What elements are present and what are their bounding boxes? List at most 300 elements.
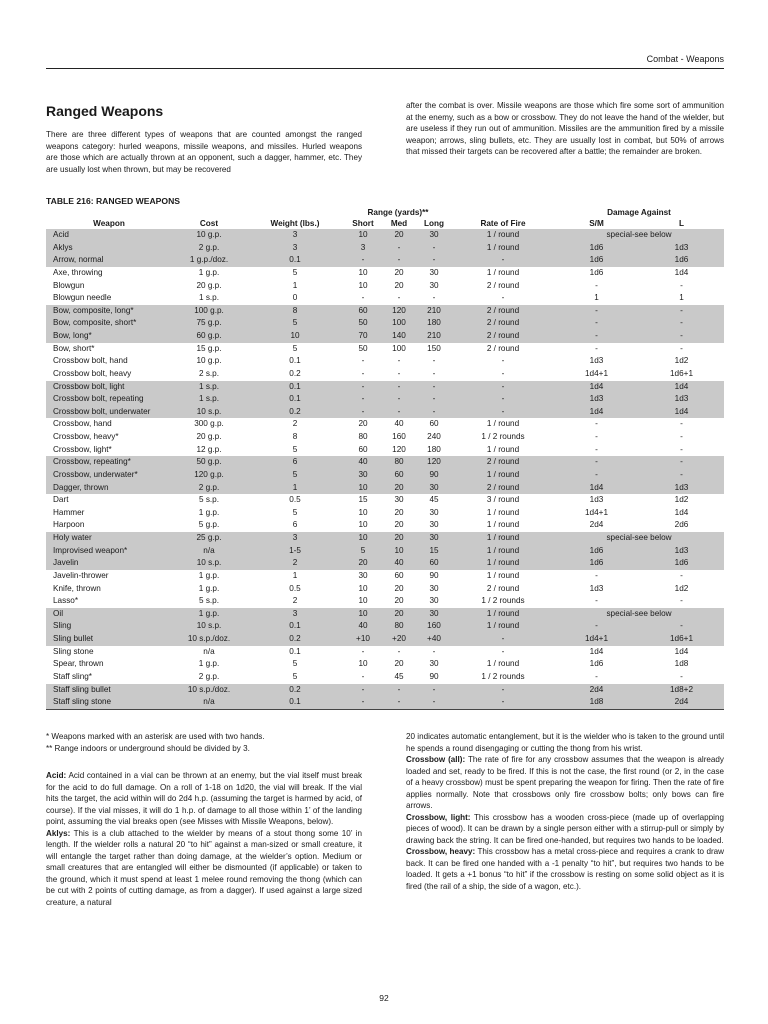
cell-range-long: 30 xyxy=(429,520,439,530)
cell-damage xyxy=(554,343,724,356)
cell-damage xyxy=(554,545,724,558)
table-notes xyxy=(46,731,362,754)
cell-rate-of-fire: - xyxy=(501,293,505,303)
body-paragraph xyxy=(46,828,362,909)
cell-weight: 1 xyxy=(292,570,298,580)
cell-weapon: Crossbow bolt, repeating xyxy=(46,393,172,406)
cell-range-short: 10 xyxy=(358,583,368,593)
paragraph-term: Crossbow, light: xyxy=(406,812,471,822)
header-sm: S/M xyxy=(589,219,604,228)
cell-weapon: Axe, throwing xyxy=(53,267,103,277)
cell-cost: 10 g.p. xyxy=(172,229,246,242)
cell-damage-sm: 1d3 xyxy=(589,394,604,404)
cell-range-long: 15 xyxy=(416,545,452,558)
cell-rate-of-fire: 1 / round xyxy=(452,469,554,482)
cell-damage-l: 1d4 xyxy=(674,406,689,416)
intro-paragraph-right: after the combat is over. Missile weapons are those which fire some sort of ammunition at the enemy, such as a bow or crossbow. They do not leave the hand of the wielder, but are useless if they run out of ammunition. Missiles are the ammunition fired by a missile weapon; arrows, sling bullets, etc. They are usually lost in combat, but 50% of arrows that missed their targets can be recovered after a battle; the remainder are broken. xyxy=(406,101,724,156)
cell-damage xyxy=(554,368,724,381)
cell-damage-l: - xyxy=(680,331,683,340)
cell-range-long: - xyxy=(432,646,436,656)
cell-damage-sm: 1d6 xyxy=(589,242,604,252)
table-row xyxy=(46,343,724,356)
cell-range-med: 140 xyxy=(382,330,416,343)
cell-weapon: Crossbow, heavy* xyxy=(53,432,119,441)
cell-rate-of-fire: 2 / round xyxy=(486,583,520,593)
cell-damage-l: 1d6+1 xyxy=(670,368,693,378)
cell-cost: 1 g.p. xyxy=(172,608,246,621)
table-row xyxy=(46,469,724,482)
cell-range-med: 20 xyxy=(394,596,404,606)
cell-damage-l: 1d4 xyxy=(674,267,689,277)
header-long: Long xyxy=(423,219,444,228)
cell-cost: 25 g.p. xyxy=(172,532,246,545)
damage-group-header: Damage Against xyxy=(607,208,671,217)
cell-range-med: 60 xyxy=(382,469,416,482)
left-body-text xyxy=(46,770,362,908)
cell-damage xyxy=(554,444,724,457)
cell-range-long: 45 xyxy=(429,495,439,505)
cell-rate-of-fire: 1 / round xyxy=(486,444,520,454)
cell-rate-of-fire: 1 / round xyxy=(486,267,520,277)
cell-damage-sm: - xyxy=(595,419,598,429)
cell-weight: 0.1 xyxy=(289,646,301,656)
table-row xyxy=(46,242,724,255)
cell-range-med: 20 xyxy=(382,482,416,495)
cell-weight: 0.5 xyxy=(289,583,301,593)
cell-rate-of-fire: 2 / round xyxy=(452,305,554,318)
paragraph-text: Acid contained in a vial can be thrown at an enemy, but the vial itself must break for the acid to do full damage. On a roll of 1-18 on 1d20, the vial will break. If the vial hits the target, the acid within will do 2d4 h.p. (assuming the target is harmed by acid, of course). If the vial misses, it will do 1 h.p. of damage to all those within 1’ of the landing point, assuming the vial breaks open (see Misses with Missile Weapons, below). xyxy=(46,771,362,826)
table-row xyxy=(46,595,724,608)
cell-damage xyxy=(554,519,724,532)
cell-damage-sm: - xyxy=(595,318,598,328)
cell-range-short: 20 xyxy=(358,419,368,429)
cell-range-long: 30 xyxy=(416,482,452,495)
cell-range-short: 15 xyxy=(358,495,368,505)
cell-range-long: 30 xyxy=(429,280,439,290)
cell-range-short: 40 xyxy=(344,620,382,633)
cell-weapon: Harpoon xyxy=(53,520,85,530)
table-row xyxy=(46,280,724,293)
paragraph-term: Crossbow (all): xyxy=(406,755,466,764)
cell-range-short: 10 xyxy=(344,532,382,545)
cell-damage xyxy=(554,507,724,520)
ranged-weapons-table xyxy=(46,207,724,710)
cell-damage-l: 1d6 xyxy=(674,255,689,265)
header-cost: Cost xyxy=(199,219,219,228)
table-row xyxy=(46,532,724,545)
cell-weight: 6 xyxy=(246,456,344,469)
cell-range-long: - xyxy=(432,293,436,303)
cell-damage-sm: 1 xyxy=(594,293,599,303)
body-paragraph xyxy=(46,770,362,828)
cell-weight: 3 xyxy=(246,242,344,255)
cell-rate-of-fire: - xyxy=(501,356,505,366)
cell-damage xyxy=(554,595,724,608)
cell-range-short: 30 xyxy=(344,469,382,482)
cell-damage xyxy=(554,583,724,596)
table-row xyxy=(46,620,724,633)
body-paragraph xyxy=(406,846,724,892)
cell-cost: 2 g.p. xyxy=(198,671,220,681)
cell-damage-l: - xyxy=(680,444,683,454)
table-row xyxy=(46,317,724,330)
table-row xyxy=(46,330,724,343)
cell-range-short: - xyxy=(344,696,382,709)
cell-damage-sm: - xyxy=(595,457,598,467)
cell-range-long: 120 xyxy=(416,456,452,469)
table-row xyxy=(46,254,724,267)
cell-range-short: 50 xyxy=(344,317,382,330)
cell-range-long: - xyxy=(432,368,436,378)
cell-weapon: Holy water xyxy=(46,532,172,545)
cell-range-short: - xyxy=(361,356,365,366)
cell-damage-sm: 1d6 xyxy=(589,255,604,265)
cell-weight: 5 xyxy=(246,317,344,330)
cell-damage-l: 1d3 xyxy=(674,482,689,492)
cell-damage xyxy=(554,696,724,709)
cell-weapon: Staff sling bullet xyxy=(46,684,172,697)
cell-damage xyxy=(554,381,724,394)
cell-weight: 2 xyxy=(292,596,298,606)
cell-cost: 1 g.p. xyxy=(198,507,220,517)
cell-damage-l: - xyxy=(680,596,683,606)
cell-damage-sm: - xyxy=(595,305,598,315)
cell-weight: 3 xyxy=(246,532,344,545)
cell-damage-sm: - xyxy=(595,331,598,340)
cell-weight: 5 xyxy=(292,444,298,454)
cell-range-med: - xyxy=(382,254,416,267)
cell-damage xyxy=(554,330,724,343)
header-l: L xyxy=(678,219,684,228)
cell-damage-l: 2d6 xyxy=(674,520,689,530)
cell-range-short: 10 xyxy=(358,659,368,669)
cell-damage-l: 1 xyxy=(679,293,684,303)
cell-damage-sm: - xyxy=(595,432,598,441)
cell-damage-sm: - xyxy=(595,469,598,479)
cell-range-short: 10 xyxy=(344,482,382,495)
cell-damage-sm: - xyxy=(595,280,598,290)
body-paragraph xyxy=(406,812,724,847)
cell-range-med: - xyxy=(382,406,416,419)
cell-weapon: Crossbow bolt, hand xyxy=(53,356,128,366)
cell-cost: 2 g.p. xyxy=(172,242,246,255)
cell-cost: 20 g.p. xyxy=(196,280,222,290)
cell-cost: 60 g.p. xyxy=(172,330,246,343)
cell-damage-l: 2d4 xyxy=(674,697,689,707)
table-row xyxy=(46,431,724,444)
table-row xyxy=(46,267,724,280)
cell-weapon: Crossbow, repeating* xyxy=(46,456,172,469)
cell-cost: 10 g.p. xyxy=(196,356,222,366)
cell-weight: 8 xyxy=(292,432,298,441)
header-weight: Weight (lbs.) xyxy=(270,219,320,228)
cell-rate-of-fire: 2 / round xyxy=(452,456,554,469)
cell-weapon: Dagger, thrown xyxy=(46,482,172,495)
cell-damage-sm: - xyxy=(595,671,598,681)
paragraph-text: 20 indicates automatic entanglement, but it is the wielder who is taken to the ground until he spends a round disengaging or cutting the thong from his wrist. xyxy=(406,732,724,753)
cell-damage xyxy=(554,254,724,267)
cell-range-med: 20 xyxy=(394,583,404,593)
cell-range-long: 90 xyxy=(429,671,439,681)
cell-rate-of-fire: - xyxy=(452,696,554,709)
cell-range-med: 40 xyxy=(382,557,416,570)
cell-weapon: Staff sling stone xyxy=(46,696,172,709)
cell-damage: special-see below xyxy=(554,608,724,621)
cell-damage-sm: 1d4+1 xyxy=(585,368,608,378)
cell-range-med: 20 xyxy=(382,229,416,242)
cell-damage xyxy=(554,557,724,570)
cell-weapon: Javelin xyxy=(46,557,172,570)
cell-damage xyxy=(554,684,724,697)
table-row xyxy=(46,229,724,242)
cell-rate-of-fire: 1 / round xyxy=(486,570,520,580)
cell-range-long: 30 xyxy=(429,596,439,606)
cell-weight: 0.2 xyxy=(246,633,344,646)
cell-damage-l: 1d2 xyxy=(674,583,689,593)
cell-damage-l: - xyxy=(680,419,683,429)
cell-damage-l: - xyxy=(680,343,683,353)
cell-range-long: - xyxy=(416,393,452,406)
cell-weapon: Crossbow bolt, light xyxy=(46,381,172,394)
cell-cost: 10 s.p. xyxy=(172,620,246,633)
cell-cost: 1 g.p. xyxy=(198,267,220,277)
cell-weight: 0.1 xyxy=(246,696,344,709)
cell-range-long: 180 xyxy=(427,444,441,454)
cell-range-short: - xyxy=(344,406,382,419)
cell-range-long: 30 xyxy=(429,583,439,593)
cell-rate-of-fire: - xyxy=(452,381,554,394)
cell-cost: 300 g.p. xyxy=(194,419,224,429)
cell-range-med: - xyxy=(382,696,416,709)
cell-damage-l: - xyxy=(680,318,683,328)
cell-range-short: - xyxy=(361,293,365,303)
cell-damage-l: - xyxy=(680,280,683,290)
cell-rate-of-fire: 1 / round xyxy=(452,620,554,633)
cell-range-med: - xyxy=(397,356,401,366)
cell-rate-of-fire: - xyxy=(452,633,554,646)
cell-weapon: Lasso* xyxy=(53,596,79,606)
table-row xyxy=(46,507,724,520)
cell-cost: 1 g.p. xyxy=(198,659,220,669)
cell-cost: 12 g.p. xyxy=(196,444,222,454)
cell-rate-of-fire: 2 / round xyxy=(486,343,520,353)
cell-rate-of-fire: 2 / round xyxy=(452,317,554,330)
note-asterisk: * Weapons marked with an asterisk are used with two hands. xyxy=(46,732,265,741)
cell-weapon: Arrow, normal xyxy=(46,254,172,267)
cell-damage-sm: 1d4+1 xyxy=(585,507,608,517)
table-row xyxy=(46,658,724,671)
cell-damage-sm: 1d4 xyxy=(589,406,604,416)
cell-range-long: 60 xyxy=(429,419,439,429)
cell-range-short: 10 xyxy=(358,596,368,606)
table-row xyxy=(46,583,724,596)
cell-damage-sm: - xyxy=(595,621,598,631)
cell-rate-of-fire: 1 / round xyxy=(452,545,554,558)
body-paragraph xyxy=(406,754,724,812)
cell-range-short: - xyxy=(361,671,365,681)
cell-range-short: 50 xyxy=(358,343,368,353)
cell-weight: 0.5 xyxy=(289,495,301,505)
cell-cost: 1 s.p. xyxy=(172,381,246,394)
cell-rate-of-fire: 1 / round xyxy=(486,507,520,517)
table-row xyxy=(46,456,724,469)
table-row xyxy=(46,292,724,305)
cell-weapon: Bow, composite, short* xyxy=(46,317,172,330)
cell-range-long: 30 xyxy=(429,507,439,517)
cell-weapon: Crossbow bolt, heavy xyxy=(53,368,132,378)
cell-cost: 1 s.p. xyxy=(198,293,220,303)
cell-weapon: Bow, short* xyxy=(53,343,95,353)
cell-damage xyxy=(554,305,724,318)
cell-rate-of-fire: 1 / round xyxy=(452,229,554,242)
cell-cost: 5 s.p. xyxy=(198,596,220,606)
cell-range-med: 10 xyxy=(382,545,416,558)
table-row xyxy=(46,444,724,457)
cell-range-long: +40 xyxy=(416,633,452,646)
cell-cost: 1 g.p. xyxy=(198,583,220,593)
cell-weight: 1-5 xyxy=(246,545,344,558)
cell-range-short: 10 xyxy=(358,267,368,277)
cell-range-short: 10 xyxy=(344,608,382,621)
cell-cost: n/a xyxy=(172,696,246,709)
cell-weight: 2 xyxy=(246,557,344,570)
cell-damage-sm: 1d3 xyxy=(589,583,604,593)
cell-range-long: 30 xyxy=(429,267,439,277)
cell-weight: 5 xyxy=(246,469,344,482)
cell-cost: 20 g.p. xyxy=(196,432,222,441)
table-row xyxy=(46,519,724,532)
cell-cost: 10 s.p. xyxy=(172,406,246,419)
cell-damage xyxy=(554,671,724,684)
cell-range-med: 20 xyxy=(382,532,416,545)
paragraph-term: Aklys: xyxy=(46,828,71,838)
cell-range-long: - xyxy=(416,406,452,419)
cell-damage-l: - xyxy=(680,621,683,631)
table-row xyxy=(46,557,724,570)
cell-range-med: 45 xyxy=(394,671,404,681)
cell-range-long: 60 xyxy=(416,557,452,570)
cell-range-med: 20 xyxy=(394,280,404,290)
cell-damage: special-see below xyxy=(554,229,724,242)
cell-weapon: Sling xyxy=(46,620,172,633)
cell-weight: 3 xyxy=(246,608,344,621)
cell-cost: 5 s.p. xyxy=(198,495,220,505)
cell-rate-of-fire: - xyxy=(501,368,505,378)
cell-damage-l: 1d8+2 xyxy=(670,684,693,694)
cell-weight: 5 xyxy=(292,267,298,277)
cell-damage xyxy=(554,620,724,633)
cell-damage-l: - xyxy=(680,305,683,315)
cell-weight: 8 xyxy=(246,305,344,318)
cell-range-med: 80 xyxy=(382,620,416,633)
cell-weapon: Bow, composite, long* xyxy=(46,305,172,318)
cell-damage xyxy=(554,456,724,469)
header-rate-of-fire: Rate of Fire xyxy=(480,219,526,228)
cell-range-med: 120 xyxy=(392,444,406,454)
cell-rate-of-fire: 1 / round xyxy=(452,532,554,545)
cell-range-short: - xyxy=(344,254,382,267)
cell-damage xyxy=(554,242,724,255)
cell-damage-l: 1d3 xyxy=(674,242,689,252)
cell-range-med: 40 xyxy=(394,419,404,429)
cell-range-long: 160 xyxy=(416,620,452,633)
cell-damage-sm: 1d3 xyxy=(589,356,604,366)
cell-weight: 0.2 xyxy=(246,684,344,697)
cell-range-med: - xyxy=(382,242,416,255)
table-row xyxy=(46,418,724,431)
page-number: 92 xyxy=(379,993,389,1003)
cell-range-long: - xyxy=(416,696,452,709)
table-row xyxy=(46,305,724,318)
cell-weight: 5 xyxy=(292,671,298,681)
cell-range-med: - xyxy=(397,293,401,303)
cell-cost: 15 g.p. xyxy=(196,343,222,353)
cell-damage-l: 1d8 xyxy=(674,659,689,669)
cell-range-med: - xyxy=(397,646,401,656)
table-header-row xyxy=(46,218,724,229)
cell-weight: 0 xyxy=(292,293,298,303)
cell-range-med: 20 xyxy=(394,659,404,669)
paragraph-text: This is a club attached to the wielder by means of a stout thong some 10’ in length. If the wielder rolls a natural 20 “to hit” against a man-sized or small creature, it will entangle the target rather than doing damage, at the wielder’s option. Medium or small creatures that are entangled will either be dismounted (if applicable) or taken to the ground, which it must spend at least 1 melee round removing the thong (which can be cut with 2 points of cutting damage, as from a dagger). If used against a large sized creature, a natural xyxy=(46,828,362,907)
cell-damage-sm: 1d3 xyxy=(589,495,604,505)
cell-range-long: 210 xyxy=(416,330,452,343)
cell-cost: 50 g.p. xyxy=(172,456,246,469)
cell-damage-sm: 1d4 xyxy=(589,646,604,656)
cell-weight: 10 xyxy=(246,330,344,343)
cell-damage-sm: - xyxy=(595,343,598,353)
cell-cost: n/a xyxy=(172,545,246,558)
cell-damage-l: - xyxy=(680,432,683,441)
cell-range-med: 100 xyxy=(382,317,416,330)
cell-cost: 10 s.p./doz. xyxy=(172,684,246,697)
cell-cost: 120 g.p. xyxy=(172,469,246,482)
cell-range-long: 210 xyxy=(416,305,452,318)
cell-weight: 1 xyxy=(292,280,298,290)
cell-cost: 1 g.p./doz. xyxy=(172,254,246,267)
cell-range-long: 30 xyxy=(429,659,439,669)
header-short: Short xyxy=(352,219,374,228)
table-row xyxy=(46,494,724,507)
header-weapon: Weapon xyxy=(93,219,125,228)
cell-rate-of-fire: 1 / 2 rounds xyxy=(481,596,525,606)
cell-range-med: 30 xyxy=(394,495,404,505)
cell-range-short: 30 xyxy=(358,570,368,580)
body-paragraph xyxy=(406,731,724,754)
cell-range-short: 10 xyxy=(358,280,368,290)
cell-range-med: - xyxy=(382,684,416,697)
cell-weight: 1 xyxy=(246,482,344,495)
table-row xyxy=(46,696,724,709)
cell-range-short: - xyxy=(344,684,382,697)
cell-rate-of-fire: - xyxy=(501,646,505,656)
cell-damage xyxy=(554,280,724,293)
cell-range-long: - xyxy=(416,242,452,255)
cell-damage-l: - xyxy=(680,469,683,479)
cell-cost: 2 g.p. xyxy=(172,482,246,495)
cell-range-med: - xyxy=(382,393,416,406)
cell-weight: 2 xyxy=(292,419,298,429)
header-damage xyxy=(554,218,724,229)
cell-range-med: 100 xyxy=(392,343,406,353)
cell-range-med: 20 xyxy=(394,267,404,277)
cell-damage-sm: 1d6 xyxy=(589,545,604,555)
cell-damage xyxy=(554,317,724,330)
cell-damage xyxy=(554,482,724,495)
cell-range-long: 240 xyxy=(427,432,441,441)
cell-range-med: - xyxy=(397,368,401,378)
cell-damage xyxy=(554,355,724,368)
cell-weapon: Blowgun xyxy=(53,280,85,290)
